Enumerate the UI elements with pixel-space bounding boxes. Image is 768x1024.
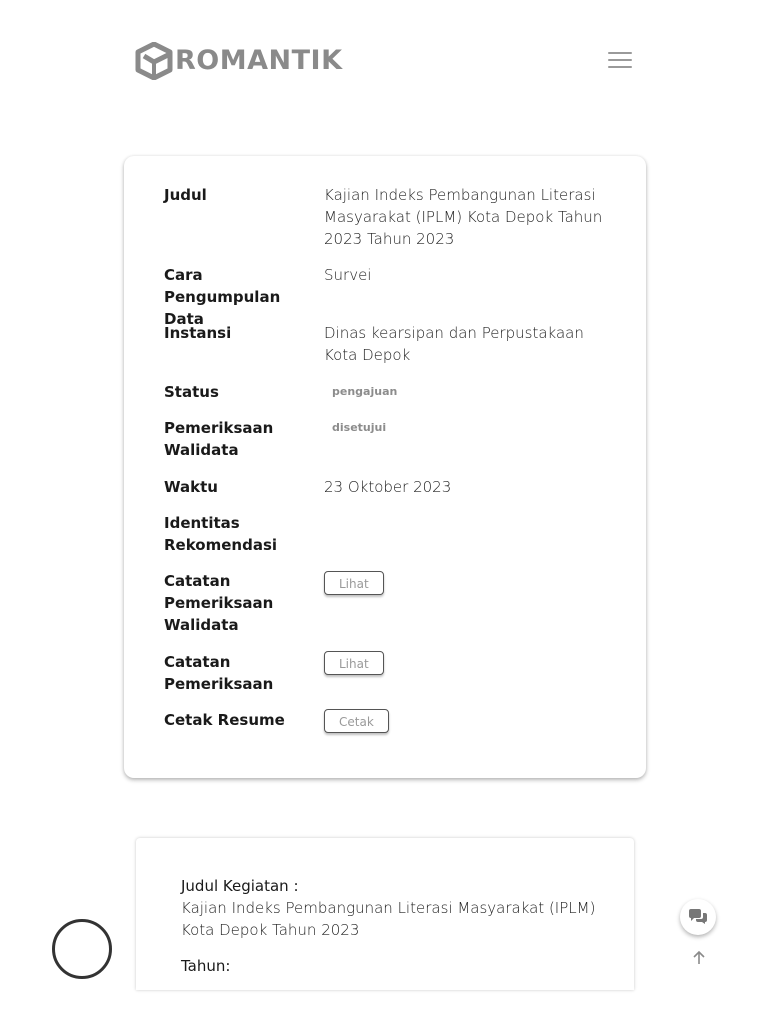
arrow-up-icon [690, 949, 708, 967]
label-waktu: Waktu [164, 478, 218, 496]
value-instansi: Dinas kearsipan dan Perpustakaan Kota Depok [324, 324, 584, 364]
activity-title-value: Kajian Indeks Pembangunan Literasi Masyarakat (IPLM) Kota Depok Tahun 2023 [181, 899, 596, 939]
value-judul: Kajian Indeks Pembangunan Literasi Masyarakat (IPLM) Kota Depok Tahun 2023 Tahun 2023 [324, 186, 603, 248]
label-instansi: Instansi [164, 324, 232, 342]
status-badge: pengajuan [332, 385, 398, 398]
cetak-button[interactable]: Cetak [324, 709, 389, 733]
label-identitas-rekomendasi: Identitas Rekomendasi [164, 514, 278, 554]
scroll-top-button[interactable] [690, 949, 708, 967]
header [0, 0, 768, 120]
hamburger-menu-icon[interactable] [608, 52, 632, 70]
activity-card [136, 838, 634, 990]
lihat-walidata-button[interactable]: Lihat [324, 571, 384, 595]
label-status: Status [164, 383, 219, 401]
lihat-pemeriksaan-button[interactable]: Lihat [324, 651, 384, 675]
label-cara-pengumpulan: Cara Pengumpulan Data [164, 266, 281, 328]
label-catatan-pemeriksaan: Catatan Pemeriksaan [164, 653, 274, 693]
floating-circle-button[interactable] [52, 919, 112, 979]
label-catatan-walidata: Catatan Pemeriksaan Walidata [164, 572, 274, 634]
logo-text: ROMANTIK [175, 45, 343, 76]
logo-hexagon-icon [134, 42, 174, 80]
value-cara-pengumpulan: Survei [324, 266, 372, 284]
label-cetak-resume: Cetak Resume [164, 711, 285, 729]
chat-icon [688, 909, 708, 925]
value-waktu: 23 Oktober 2023 [324, 478, 452, 496]
detail-card [124, 156, 646, 778]
label-judul: Judul [164, 186, 207, 204]
chat-button[interactable] [680, 899, 716, 935]
label-pemeriksaan-walidata: Pemeriksaan Walidata [164, 419, 274, 459]
logo[interactable] [134, 42, 343, 80]
walidata-badge: disetujui [332, 421, 387, 434]
activity-title-label: Judul Kegiatan : [181, 877, 299, 895]
activity-year-label: Tahun: [181, 957, 231, 975]
